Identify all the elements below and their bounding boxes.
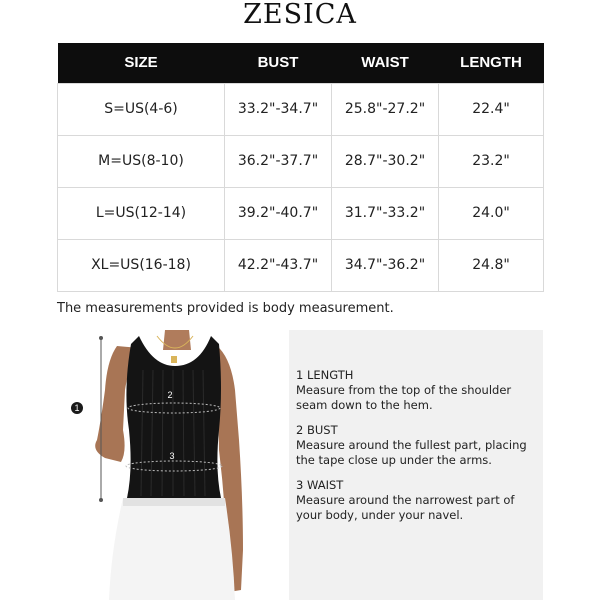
size-cell: L=US(12-14) [58, 187, 225, 239]
header-size: SIZE [58, 43, 225, 83]
marker-3-label: 3 [169, 451, 175, 461]
length-cell: 24.8" [439, 239, 544, 291]
guide-item-length [296, 368, 541, 413]
bust-cell: 33.2"-34.7" [225, 83, 332, 135]
model-photo [57, 330, 287, 600]
size-cell: XL=US(16-18) [58, 239, 225, 291]
length-cell: 22.4" [439, 83, 544, 135]
guide-description: Measure around the fullest part, placing the tape close up under the arms. [296, 438, 527, 467]
waist-cell: 25.8"-27.2" [332, 83, 439, 135]
white-skirt [109, 498, 235, 600]
bust-cell: 42.2"-43.7" [225, 239, 332, 291]
guide-item-bust [296, 423, 541, 468]
size-chart-table [57, 43, 544, 292]
marker-2-label: 2 [167, 390, 173, 400]
brand-logo: ZESICA [243, 0, 357, 30]
header-length: LENGTH [439, 43, 544, 83]
bust-cell: 39.2"-40.7" [225, 187, 332, 239]
table-row [58, 83, 544, 135]
table-row [58, 135, 544, 187]
guide-title: 3 WAIST [296, 478, 344, 492]
guide-description: Measure around the narrowest part of your body, under your navel. [296, 493, 515, 522]
size-cell: S=US(4-6) [58, 83, 225, 135]
model-illustration [57, 330, 287, 600]
header-bust: BUST [225, 43, 332, 83]
guide-title: 2 BUST [296, 423, 338, 437]
length-cell: 24.0" [439, 187, 544, 239]
measurement-note: The measurements provided is body measurement. [57, 301, 394, 316]
guide-description: Measure from the top of the shoulder seam down to the hem. [296, 383, 512, 412]
length-cell: 23.2" [439, 135, 544, 187]
guide-title: 1 LENGTH [296, 368, 354, 382]
table-row [58, 239, 544, 291]
size-cell: M=US(8-10) [58, 135, 225, 187]
header-waist: WAIST [332, 43, 439, 83]
skirt-waistband [123, 498, 225, 506]
table-row [58, 187, 544, 239]
waist-cell: 28.7"-30.2" [332, 135, 439, 187]
waist-cell: 34.7"-36.2" [332, 239, 439, 291]
neck-shape [163, 330, 191, 350]
measurement-guide-panel [289, 330, 543, 600]
guide-item-waist [296, 478, 541, 523]
table-header-row [58, 43, 544, 83]
marker-1-label: 1 [74, 403, 80, 413]
bust-cell: 36.2"-37.7" [225, 135, 332, 187]
necklace-pendant [171, 356, 177, 363]
waist-cell: 31.7"-33.2" [332, 187, 439, 239]
